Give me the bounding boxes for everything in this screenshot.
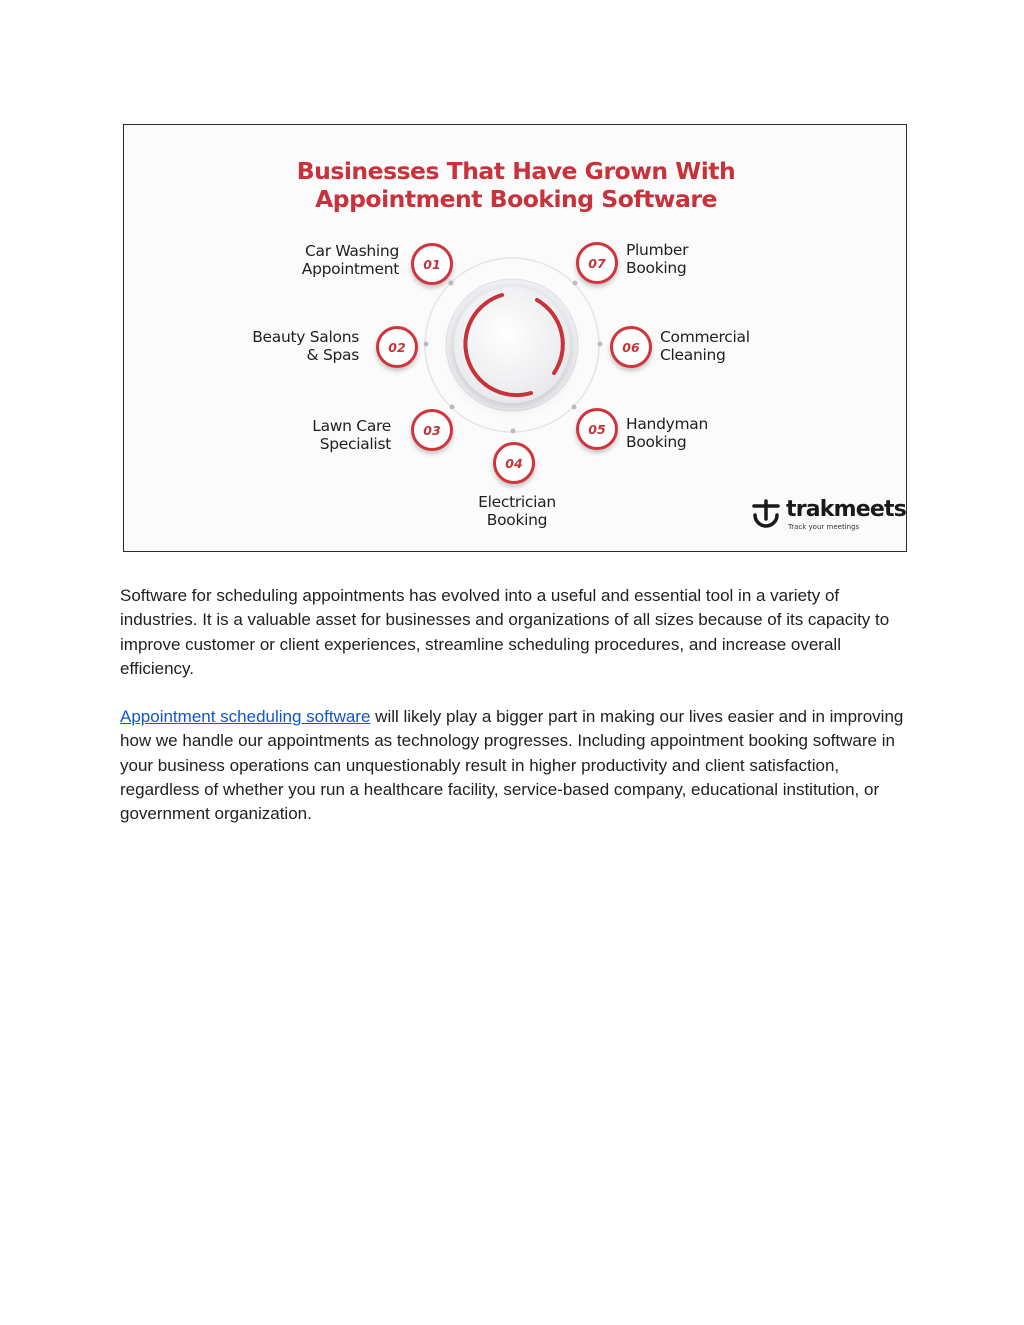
infographic-figure: [123, 124, 907, 552]
body-paragraph-1: Software for scheduling appointments has evolved into a useful and essential tool in a variety of industries. It is a valuable asset for businesses and organizations of all sizes because of its capacity to improve customer or client experiences, streamline scheduling procedures, and increase overall efficiency.: [120, 586, 890, 678]
badge-05: [576, 408, 616, 448]
hub-diagram: [124, 125, 908, 553]
item-label-05: Handyman Booking: [626, 415, 709, 451]
badge-04-number: 04: [505, 455, 523, 471]
item-label-06: Commercial Cleaning: [660, 328, 750, 364]
item-label-04: Electrician Booking: [478, 493, 556, 529]
badge-06: [610, 326, 650, 366]
infographic-title-line2: Appointment Booking Software: [315, 185, 717, 213]
hub-disc: [454, 287, 570, 403]
body-paragraph-2: [120, 705, 910, 826]
badge-07-number: 07: [588, 255, 606, 271]
badge-01-number: 01: [423, 256, 441, 272]
badge-03-number: 03: [423, 422, 441, 438]
appointment-scheduling-link[interactable]: Appointment scheduling software: [120, 707, 371, 726]
trakmeets-logo: [750, 497, 907, 537]
badge-04: [493, 442, 533, 482]
badge-03: [411, 409, 451, 449]
connector-dot-06: [598, 342, 603, 347]
item-label-03: Lawn Care Specialist: [312, 417, 391, 453]
badge-06-number: 06: [622, 339, 640, 355]
trakmeets-logo-icon: [750, 499, 782, 533]
badge-02: [376, 326, 416, 366]
badge-07: [576, 242, 616, 282]
infographic-title-line1: Businesses That Have Grown With: [296, 157, 736, 185]
item-label-07: Plumber Booking: [626, 241, 689, 277]
logo-tagline: Track your meetings: [788, 523, 860, 531]
item-label-02: Beauty Salons & Spas: [252, 328, 359, 364]
logo-name: trakmeets: [786, 497, 907, 522]
body-paragraph-2-text: will likely play a bigger part in making our lives easier and in improving how we handle our appointments as technology progresses. Including appointment booking software in your business operations can unquestionably result in higher productivity and client satisfaction, regardless of whether you run a healthcare facility, service-based company, educational institution, or government organization.: [120, 707, 904, 824]
item-label-01: Car Washing Appointment: [301, 242, 399, 278]
badge-05-number: 05: [588, 421, 606, 437]
connector-dot-02: [424, 342, 429, 347]
badge-01: [411, 243, 451, 283]
badge-02-number: 02: [388, 339, 406, 355]
connector-dot-04: [511, 429, 516, 434]
